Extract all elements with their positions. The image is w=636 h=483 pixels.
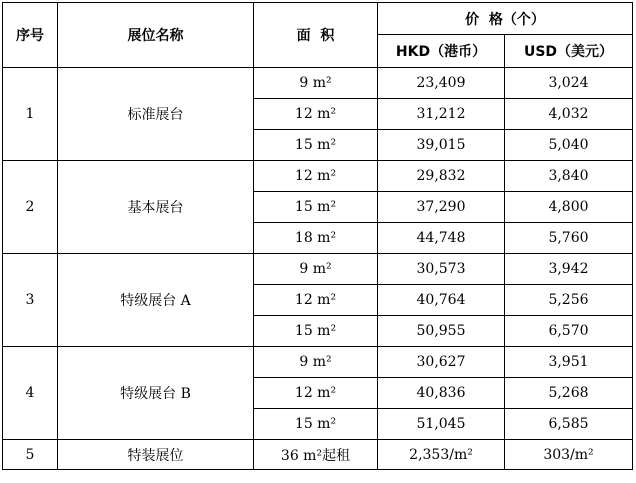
hkd-cell: 37,290 [378, 192, 505, 223]
header-hkd: HKD（港币） [378, 35, 505, 68]
usd-cell: 3,024 [505, 68, 633, 99]
usd-cell: 4,800 [505, 192, 633, 223]
header-row-top [3, 3, 633, 35]
hkd-cell: 29,832 [378, 161, 505, 192]
group-seq: 3 [3, 254, 58, 347]
group-seq: 1 [3, 68, 58, 161]
table-row [3, 68, 633, 99]
usd-cell: 3,840 [505, 161, 633, 192]
hkd-cell: 30,627 [378, 347, 505, 378]
usd-cell: 5,040 [505, 130, 633, 161]
usd-cell: 3,951 [505, 347, 633, 378]
header-usd: USD（美元） [505, 35, 633, 68]
special-usd: 303/m² [505, 440, 633, 470]
area-cell: 12 m² [254, 99, 378, 130]
group-name: 特级展台 A [58, 254, 254, 347]
table-row [3, 254, 633, 285]
hkd-cell: 40,764 [378, 285, 505, 316]
usd-cell: 4,032 [505, 99, 633, 130]
header-area: 面 积 [254, 3, 378, 68]
area-cell: 9 m² [254, 68, 378, 99]
header-name: 展位名称 [58, 3, 254, 68]
area-cell: 15 m² [254, 192, 378, 223]
special-name: 特装展位 [58, 440, 254, 470]
group-name: 标准展台 [58, 68, 254, 161]
area-cell: 15 m² [254, 409, 378, 440]
group-name: 基本展台 [58, 161, 254, 254]
hkd-cell: 39,015 [378, 130, 505, 161]
usd-cell: 5,256 [505, 285, 633, 316]
special-area: 36 m²起租 [254, 440, 378, 470]
table-row [3, 161, 633, 192]
area-cell: 9 m² [254, 254, 378, 285]
hkd-cell: 30,573 [378, 254, 505, 285]
booth-price-table [2, 2, 633, 470]
group-seq: 2 [3, 161, 58, 254]
header-price: 价 格（个） [378, 3, 633, 35]
usd-cell: 6,585 [505, 409, 633, 440]
usd-cell: 5,268 [505, 378, 633, 409]
hkd-cell: 50,955 [378, 316, 505, 347]
usd-cell: 3,942 [505, 254, 633, 285]
group-seq: 4 [3, 347, 58, 440]
usd-cell: 5,760 [505, 223, 633, 254]
area-cell: 12 m² [254, 378, 378, 409]
area-cell: 12 m² [254, 161, 378, 192]
hkd-cell: 40,836 [378, 378, 505, 409]
area-cell: 12 m² [254, 285, 378, 316]
special-hkd: 2,353/m² [378, 440, 505, 470]
header-seq: 序号 [3, 3, 58, 68]
area-cell: 15 m² [254, 130, 378, 161]
table-row-special [3, 440, 633, 470]
hkd-cell: 31,212 [378, 99, 505, 130]
hkd-cell: 44,748 [378, 223, 505, 254]
hkd-cell: 23,409 [378, 68, 505, 99]
table-row [3, 347, 633, 378]
hkd-cell: 51,045 [378, 409, 505, 440]
area-cell: 15 m² [254, 316, 378, 347]
group-name: 特级展台 B [58, 347, 254, 440]
area-cell: 9 m² [254, 347, 378, 378]
area-cell: 18 m² [254, 223, 378, 254]
usd-cell: 6,570 [505, 316, 633, 347]
special-seq: 5 [3, 440, 58, 470]
